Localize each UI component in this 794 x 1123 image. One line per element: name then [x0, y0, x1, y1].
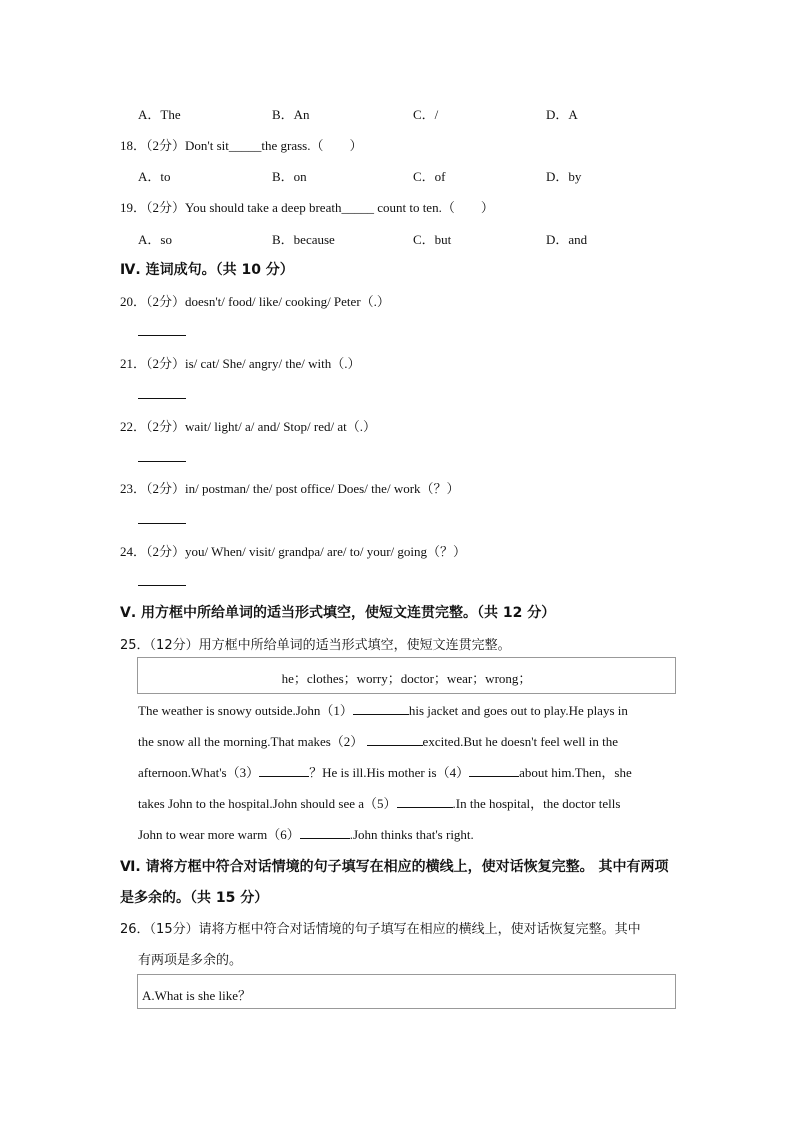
question-23: 23．（2分）in/ postman/ the/ post office/ Does/ the/ work（？） — [120, 481, 460, 496]
section-6-heading: Ⅵ. 请将方框中符合对话情境的句子填写在相应的横线上，使对话恢复完整。 其中有两项 — [120, 859, 669, 875]
section-5-heading: Ⅴ. 用方框中所给单词的适当形式填空，使短文连贯完整。（共 12 分） — [120, 605, 556, 621]
passage-text: .John thinks that's right. — [349, 827, 474, 842]
passage-text: takes John to the hospital.John should see a（5） — [138, 796, 397, 811]
question-22: 22．（2分）wait/ light/ a/ and/ Stop/ red/ at（.） — [120, 419, 377, 434]
passage-text: John to wear more warm（6） — [138, 827, 300, 842]
q18-option-a: A．to — [138, 169, 171, 184]
blank-3[interactable] — [259, 764, 309, 777]
question-21: 21．（2分）is/ cat/ She/ angry/ the/ with（.） — [120, 356, 361, 371]
passage-text: afternoon.What's（3） — [138, 765, 260, 780]
q19-option-a: A．so — [138, 232, 172, 247]
blank-4[interactable] — [469, 764, 519, 777]
section-4-heading: Ⅳ. 连词成句。（共 10 分） — [120, 262, 294, 278]
sentence-option-a: A.What is she like？ — [142, 988, 252, 1003]
question-24: 24．（2分）you/ When/ visit/ grandpa/ are/ to/ your/ going（？） — [120, 544, 467, 559]
word-box — [137, 657, 676, 694]
answer-line-23[interactable] — [138, 523, 186, 524]
answer-line-21[interactable] — [138, 398, 186, 399]
answer-line-20[interactable] — [138, 335, 186, 336]
sentence-option-box — [137, 974, 676, 1009]
passage-text: ？He is ill.His mother is（4） — [309, 765, 470, 780]
question-18: 18．（2分）Don't sit_____the grass.（ ） — [120, 138, 363, 153]
blank-5[interactable] — [397, 795, 453, 808]
passage-line-4 — [138, 793, 674, 812]
q18-option-b: B．on — [272, 169, 307, 184]
question-20: 20．（2分）doesn't/ food/ like/ cooking/ Peter（.） — [120, 294, 390, 309]
word-box-text: he；clothes；worry；doctor；wear；wrong； — [281, 671, 532, 686]
passage-text: The weather is snowy outside.John（1） — [138, 703, 353, 718]
blank-2[interactable] — [367, 733, 423, 746]
question-26: 26．（15分）请将方框中符合对话情境的句子填写在相应的横线上，使对话恢复完整。其中 — [120, 922, 641, 937]
passage — [138, 700, 674, 845]
q19-option-d: D．and — [546, 232, 588, 247]
passage-line-5 — [138, 824, 674, 843]
passage-text: his jacket and goes out to play.He plays in — [408, 703, 628, 718]
passage-text: excited.But he doesn't feel well in the — [422, 734, 619, 749]
answer-line-22[interactable] — [138, 461, 186, 462]
blank-6[interactable] — [300, 826, 350, 839]
q18-option-c: C．of — [413, 169, 446, 184]
passage-line-3 — [138, 762, 674, 781]
question-25: 25．（12分）用方框中所给单词的适当形式填空，使短文连贯完整。 — [120, 638, 511, 653]
passage-text: about him.Then，she — [519, 765, 632, 780]
q17-option-c: C．/ — [413, 107, 439, 122]
q19-option-b: B．because — [272, 232, 335, 247]
passage-text: .In the hospital，the doctor tells — [452, 796, 621, 811]
section-6-heading-cont: 是多余的。（共 15 分） — [120, 890, 269, 906]
q17-option-d: D．A — [546, 107, 578, 122]
q17-option-b: B．An — [272, 107, 310, 122]
passage-text: the snow all the morning.That makes（2） — [138, 734, 364, 749]
question-26-cont: 有两项是多余的。 — [138, 953, 243, 968]
blank-1[interactable] — [353, 702, 409, 715]
passage-line-2 — [138, 731, 674, 750]
answer-line-24[interactable] — [138, 585, 186, 586]
q19-option-c: C．but — [413, 232, 452, 247]
q17-option-a: A．The — [138, 107, 181, 122]
question-19: 19．（2分）You should take a deep breath_____ count to ten.（ ） — [120, 200, 494, 215]
passage-line-1 — [138, 700, 674, 719]
q18-option-d: D．by — [546, 169, 582, 184]
